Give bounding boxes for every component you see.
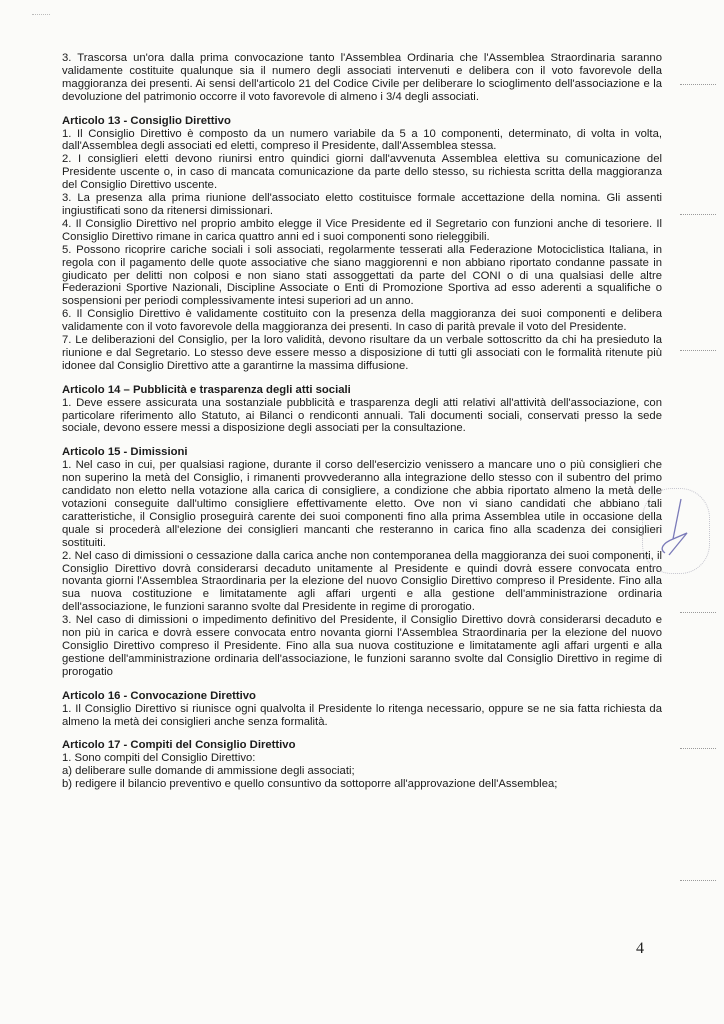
section-articolo-13 — [62, 115, 662, 373]
section-heading: Articolo 14 – Pubblicità e trasparenza degli atti sociali — [62, 383, 351, 396]
paragraph: 1. Nel caso in cui, per qualsiasi ragione, durante il corso dell'esercizio venissero a mancare uno o più consiglieri che non superino la metà del Consiglio, i rimanenti provvederanno alla integrazione dello stesso con il subentro del primo candidato non eletto nella votazione alla carica di consigliere, a condizione che abbia riportato almeno la metà delle votazioni conseguite dall'ultimo consigliere effettivamente eletto. Ove non vi siano candidati che abbiano tali caratteristiche, il Consiglio proseguirà carente dei suoi componenti fino alla prima Assemblea utile in occasione della quale si procederà all'elezione dei consiglieri mancanti che resteranno in carica fino alla scadenza dei consiglieri sostituiti. — [62, 459, 662, 549]
section-articolo-15 — [62, 446, 662, 678]
scan-mark — [32, 14, 50, 25]
paragraph: 1. Il Consiglio Direttivo è composto da un numero variabile da 5 a 10 componenti, determinato, di volta in volta, dall'Assemblea degli associati ed eletti, compreso il Presidente, dall'Assemblea stessa. — [62, 127, 662, 153]
margin-mark — [680, 350, 716, 351]
section-assemblea-continuation — [62, 52, 662, 104]
document-body — [62, 52, 662, 802]
section-heading: Articolo 16 - Convocazione Direttivo — [62, 689, 256, 702]
paragraph: 2. Nel caso di dimissioni o cessazione dalla carica anche non contemporanea della maggioranza dei suoi componenti, il Consiglio Direttivo dovrà considerarsi decaduto unitamente al Presidente e quindi dovrà essere convocata entro novanta giorni l'Assemblea Straordinaria per la elezione del nuovo Consiglio Direttivo compreso il Presidente. Fino alla sua nuova costituzione e limitatamente agli affari urgenti e alla gestione dell'amministrazione ordinaria dell'associazione, le funzioni saranno svolte dal Presidente in regime di prorogatio. — [62, 549, 662, 614]
section-heading: Articolo 13 - Consiglio Direttivo — [62, 114, 231, 127]
paragraph: 1. Deve essere assicurata una sostanziale pubblicità e trasparenza degli atti relativi all'attività dell'associazione, con particolare riferimento allo Statuto, ai Bilanci o rendiconti annuali. Tali documenti sociali, conservati presso la sede sociale, devono essere messi a disposizione degli associati per la consultazione. — [62, 396, 662, 435]
margin-mark — [680, 84, 716, 85]
paragraph: 1. Il Consiglio Direttivo si riunisce ogni qualvolta il Presidente lo ritenga necessario, oppure se ne sia fatta richiesta da almeno la metà dei consiglieri anche senza formalità. — [62, 702, 662, 728]
margin-mark — [680, 612, 716, 613]
paragraph: 4. Il Consiglio Direttivo nel proprio ambito elegge il Vice Presidente ed il Segretario con funzioni anche di tesoriere. Il Consiglio Direttivo rimane in carica quattro anni ed i suoi componenti sono rieleggibili. — [62, 217, 662, 243]
margin-mark — [680, 748, 716, 749]
paragraph: 2. I consiglieri eletti devono riunirsi entro quindici giorni dall'avvenuta Assemblea elettiva su comunicazione del Presidente uscente o, in caso di mancata comunicazione da parte dello stesso, su richiesta scritta della maggioranza del Consiglio Direttivo uscente. — [62, 153, 662, 192]
margin-mark — [680, 880, 716, 881]
stamp-seal — [642, 488, 710, 574]
paragraph: 1. Sono compiti del Consiglio Direttivo: — [62, 752, 256, 765]
section-heading: Articolo 17 - Compiti del Consiglio Direttivo — [62, 739, 296, 752]
section-articolo-14 — [62, 384, 662, 436]
signature-icon — [643, 489, 709, 573]
section-articolo-17 — [62, 739, 662, 791]
list-item: b) redigere il bilancio preventivo e quello consuntivo da sottoporre all'approvazione dell'Assemblea; — [62, 778, 558, 791]
paragraph: 3. La presenza alla prima riunione dell'associato eletto costituisce formale accettazione della nomina. Gli assenti ingiustificati sono da ritenersi dimissionari. — [62, 192, 662, 217]
margin-mark — [680, 214, 716, 215]
section-articolo-16 — [62, 690, 662, 729]
paragraph: 6. Il Consiglio Direttivo è validamente costituito con la presenza della maggioranza dei suoi componenti e delibera validamente con il voto favorevole della maggioranza dei presenti. In caso di parità prevale il voto del Presidente. — [62, 308, 662, 334]
paragraph: 7. Le deliberazioni del Consiglio, per la loro validità, devono risultare da un verbale sottoscritto da chi ha presieduto la riunione e dal Segretario. Lo stesso deve essere messo a disposizione di tutti gli associati con le formalità ritenute più idonee dal Consiglio Direttivo atte a garantirne la massima diffusione. — [62, 334, 662, 372]
paragraph: 5. Possono ricoprire cariche sociali i soli associati, regolarmente tesserati alla Federazione Motociclistica Italiana, in regola con il pagamento delle quote associative che siano maggiorenni e non abbiano riportato condanne passate in giudicato per delitti non colposi e non siano stati assoggettati da parte del CONI o di una qualsiasi delle altre Federazioni Sportive Nazionali, Discipline Associate o Enti di Promozione Sportiva ad esso aderenti a squalifiche o sospensioni per periodi complessivamente intesi superiori ad un anno. — [62, 243, 662, 308]
paragraph: 3. Nel caso di dimissioni o impedimento definitivo del Presidente, il Consiglio Direttivo dovrà considerarsi decaduto e non più in carica e dovrà essere convocata entro novanta giorni l'Assemblea Straordinaria per la elezione del nuovo Consiglio Direttivo compreso il Presidente. Fino alla sua nuova costituzione e limitatamente agli affari urgenti e alla gestione dell'amministrazione ordinaria dell'associazione, le funzioni saranno svolte dal Consiglio Direttivo in regime di prorogatio — [62, 614, 662, 678]
list-item: a) deliberare sulle domande di ammissione degli associati; — [62, 765, 355, 778]
section-heading: Articolo 15 - Dimissioni — [62, 446, 188, 459]
page-number: 4 — [636, 940, 644, 957]
paragraph: 3. Trascorsa un'ora dalla prima convocazione tanto l'Assemblea Ordinaria che l'Assemblea Straordinaria saranno validamente costituite qualunque sia il numero degli associati intervenuti e delibera con il voto favorevole della maggioranza dei presenti. Ai sensi dell'articolo 21 del Codice Civile per deliberare lo scioglimento dell'associazione e la devoluzione del patrimonio occorre il voto favorevole di almeno i 3/4 degli associati. — [62, 52, 662, 103]
